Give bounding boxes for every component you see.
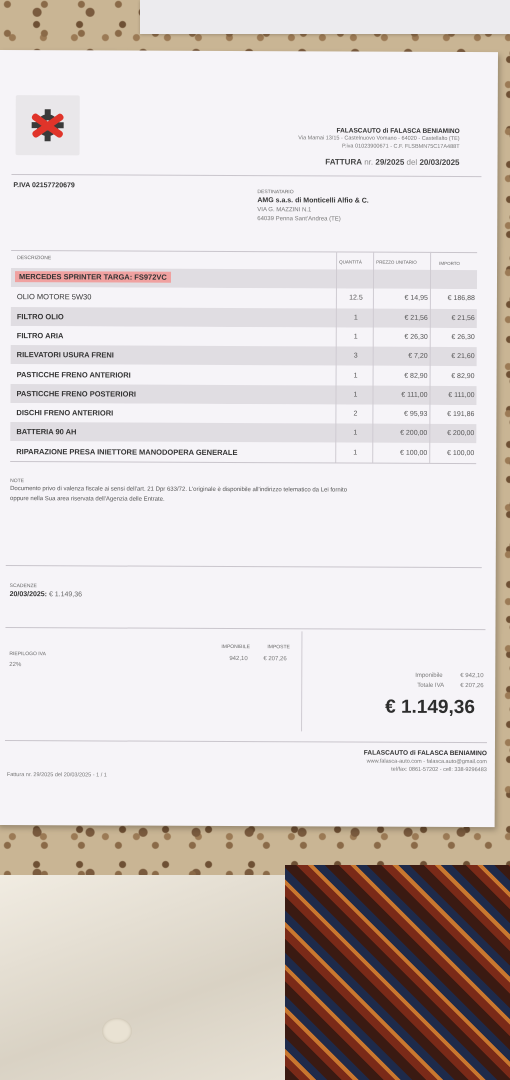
totals-taxable-label: Imponibile <box>415 672 443 679</box>
seller-tax-codes: P.iva 01023900671 - C.F. FLSBMN75C17A488T <box>341 143 460 151</box>
row-qty: 1 <box>353 429 358 437</box>
col-description: DESCRIZIONE <box>17 255 52 262</box>
footer-invoice-ref: Fattura nr. 29/2025 del 20/03/2025 - 1 / 1 <box>6 772 107 779</box>
grand-total: € 1.149,36 <box>385 696 475 719</box>
row-amount: € 111,00 <box>448 391 475 400</box>
row-description: DISCHI FRENO ANTERIORI <box>16 408 114 418</box>
due-amount: € 1.149,36 <box>48 591 83 599</box>
row-amount: € 100,00 <box>446 449 475 458</box>
due-date: 20/03/2025: <box>9 591 48 599</box>
notes-divider <box>6 565 482 568</box>
row-description: BATTERIA 90 AH <box>16 427 77 437</box>
totals-vat-label: Totale IVA <box>417 682 445 689</box>
row-description: RIPARAZIONE PRESA INIETTORE MANODOPERA GENERALE <box>16 447 238 458</box>
vat-taxable-label: IMPONIBILE <box>221 643 251 651</box>
vat-tax-value: € 207,26 <box>263 656 287 663</box>
shirt-button <box>102 1018 132 1044</box>
client-city: 64039 Penna Sant'Andrea (TE) <box>257 216 341 223</box>
paper-underneath <box>140 0 510 34</box>
client-piva: P.IVA 02157720679 <box>13 182 75 190</box>
footer-phone: tel/fax: 0861-57202 - cell: 338-9296483 <box>391 766 487 774</box>
row-qty: 3 <box>353 352 358 360</box>
row-price: € 111,00 <box>401 391 428 399</box>
notes-line-2: oppure nella Sua area riservata dell'Agenzia delle Entrate. <box>10 496 165 503</box>
row-description: FILTRO OLIO <box>16 312 64 322</box>
row-qty: 1 <box>353 391 358 399</box>
row-amount: € 186,88 <box>447 294 475 303</box>
table-row <box>11 345 477 366</box>
footer-web: www.falasca-auto.com - falasca.auto@gmail.com <box>366 758 487 766</box>
row-price: € 26,30 <box>404 333 428 341</box>
client-street: VIA G. MAZZINI N.1 <box>257 207 312 214</box>
white-cloth <box>0 875 300 1080</box>
recipient-label: DESTINATARIO <box>257 189 294 196</box>
row-description: PASTICCHE FRENO POSTERIORI <box>16 389 136 399</box>
totals-taxable-value: € 942,10 <box>460 673 484 680</box>
invoice-title <box>325 157 459 167</box>
table-row <box>10 422 476 443</box>
totals-divider <box>301 631 302 731</box>
seller-address: Via Mamai 13/15 - Castelnuovo Vomano - 64020 - Castellalto (TE) <box>298 135 460 143</box>
vat-summary-label: RIEPILOGO IVA <box>9 651 46 658</box>
invoice-date-label: del <box>406 157 418 167</box>
table-row <box>11 365 477 386</box>
due-label: SCADENZE <box>9 583 37 590</box>
footer-company: FALASCAUTO di FALASCA BENIAMINO <box>363 749 487 758</box>
vehicle-plate: MERCEDES SPRINTER TARGA: FS972VC <box>15 271 171 283</box>
row-amount: € 82,90 <box>451 372 475 381</box>
invoice-number: 29/2025 <box>375 157 405 167</box>
table-row <box>11 326 477 347</box>
row-description: PASTICCHE FRENO ANTERIORI <box>16 370 131 380</box>
col-unit-price: PREZZO UNITARIO <box>376 259 417 265</box>
row-amount: € 191,86 <box>447 410 475 419</box>
row-price: € 95,93 <box>404 410 428 418</box>
gear-wrench-icon <box>16 95 80 155</box>
invoice-title-prefix: FATTURA <box>325 157 363 167</box>
table-row <box>10 403 476 424</box>
notes-line-1: Documento privo di valenza fiscale ai sensi dell'art. 21 Dpr 633/72. L'originale è disponibile all'indirizzo telematico da Lei fornito <box>10 486 348 494</box>
row-description: RILEVATORI USURA FRENI <box>16 350 114 360</box>
due-entry <box>10 591 82 598</box>
row-qty: 1 <box>353 314 358 322</box>
row-qty: 1 <box>353 449 358 457</box>
table-row <box>10 384 476 405</box>
seller-name: FALASCAUTO di FALASCA BENIAMINO <box>336 127 460 136</box>
row-price: € 21,56 <box>404 314 428 322</box>
row-description: FILTRO ARIA <box>16 331 64 341</box>
invoice-date: 20/03/2025 <box>419 157 460 168</box>
row-qty: 1 <box>353 372 358 380</box>
invoice-document <box>0 50 498 827</box>
col-amount: IMPORTO <box>439 260 460 267</box>
totals-vat-value: € 207,26 <box>460 683 484 690</box>
vehicle-row <box>11 268 477 289</box>
notes-label: NOTE <box>10 478 25 485</box>
row-price: € 7,20 <box>408 352 428 360</box>
table-row <box>11 287 477 308</box>
due-divider <box>5 627 485 630</box>
client-name: AMG s.a.s. di Monticelli Alfio & C. <box>257 197 369 205</box>
vat-tax-label: IMPOSTE <box>267 644 290 651</box>
col-quantity: QUANTITÀ <box>339 259 362 265</box>
header-divider <box>11 174 481 177</box>
row-price: € 100,00 <box>399 449 428 457</box>
row-amount: € 21,56 <box>451 314 475 323</box>
row-price: € 82,90 <box>404 372 428 380</box>
totals-bottom-line <box>5 740 487 743</box>
row-description: OLIO MOTORE 5W30 <box>16 292 92 302</box>
row-price: € 200,00 <box>400 429 428 437</box>
vat-taxable-value: 942,10 <box>229 656 248 663</box>
company-logo <box>16 95 80 155</box>
table-row <box>11 307 477 328</box>
row-price: € 14,95 <box>404 294 428 302</box>
row-qty: 12.5 <box>349 294 363 302</box>
invoice-number-label: nr. <box>364 157 374 167</box>
patterned-rug <box>285 865 510 1080</box>
table-row <box>10 442 476 463</box>
vat-rate: 22% <box>9 662 22 669</box>
row-qty: 2 <box>353 410 358 418</box>
table-top-line <box>11 250 477 253</box>
row-qty: 1 <box>353 333 358 341</box>
row-amount: € 26,30 <box>451 333 475 342</box>
row-amount: € 21,60 <box>451 352 475 361</box>
row-amount: € 200,00 <box>447 429 475 438</box>
